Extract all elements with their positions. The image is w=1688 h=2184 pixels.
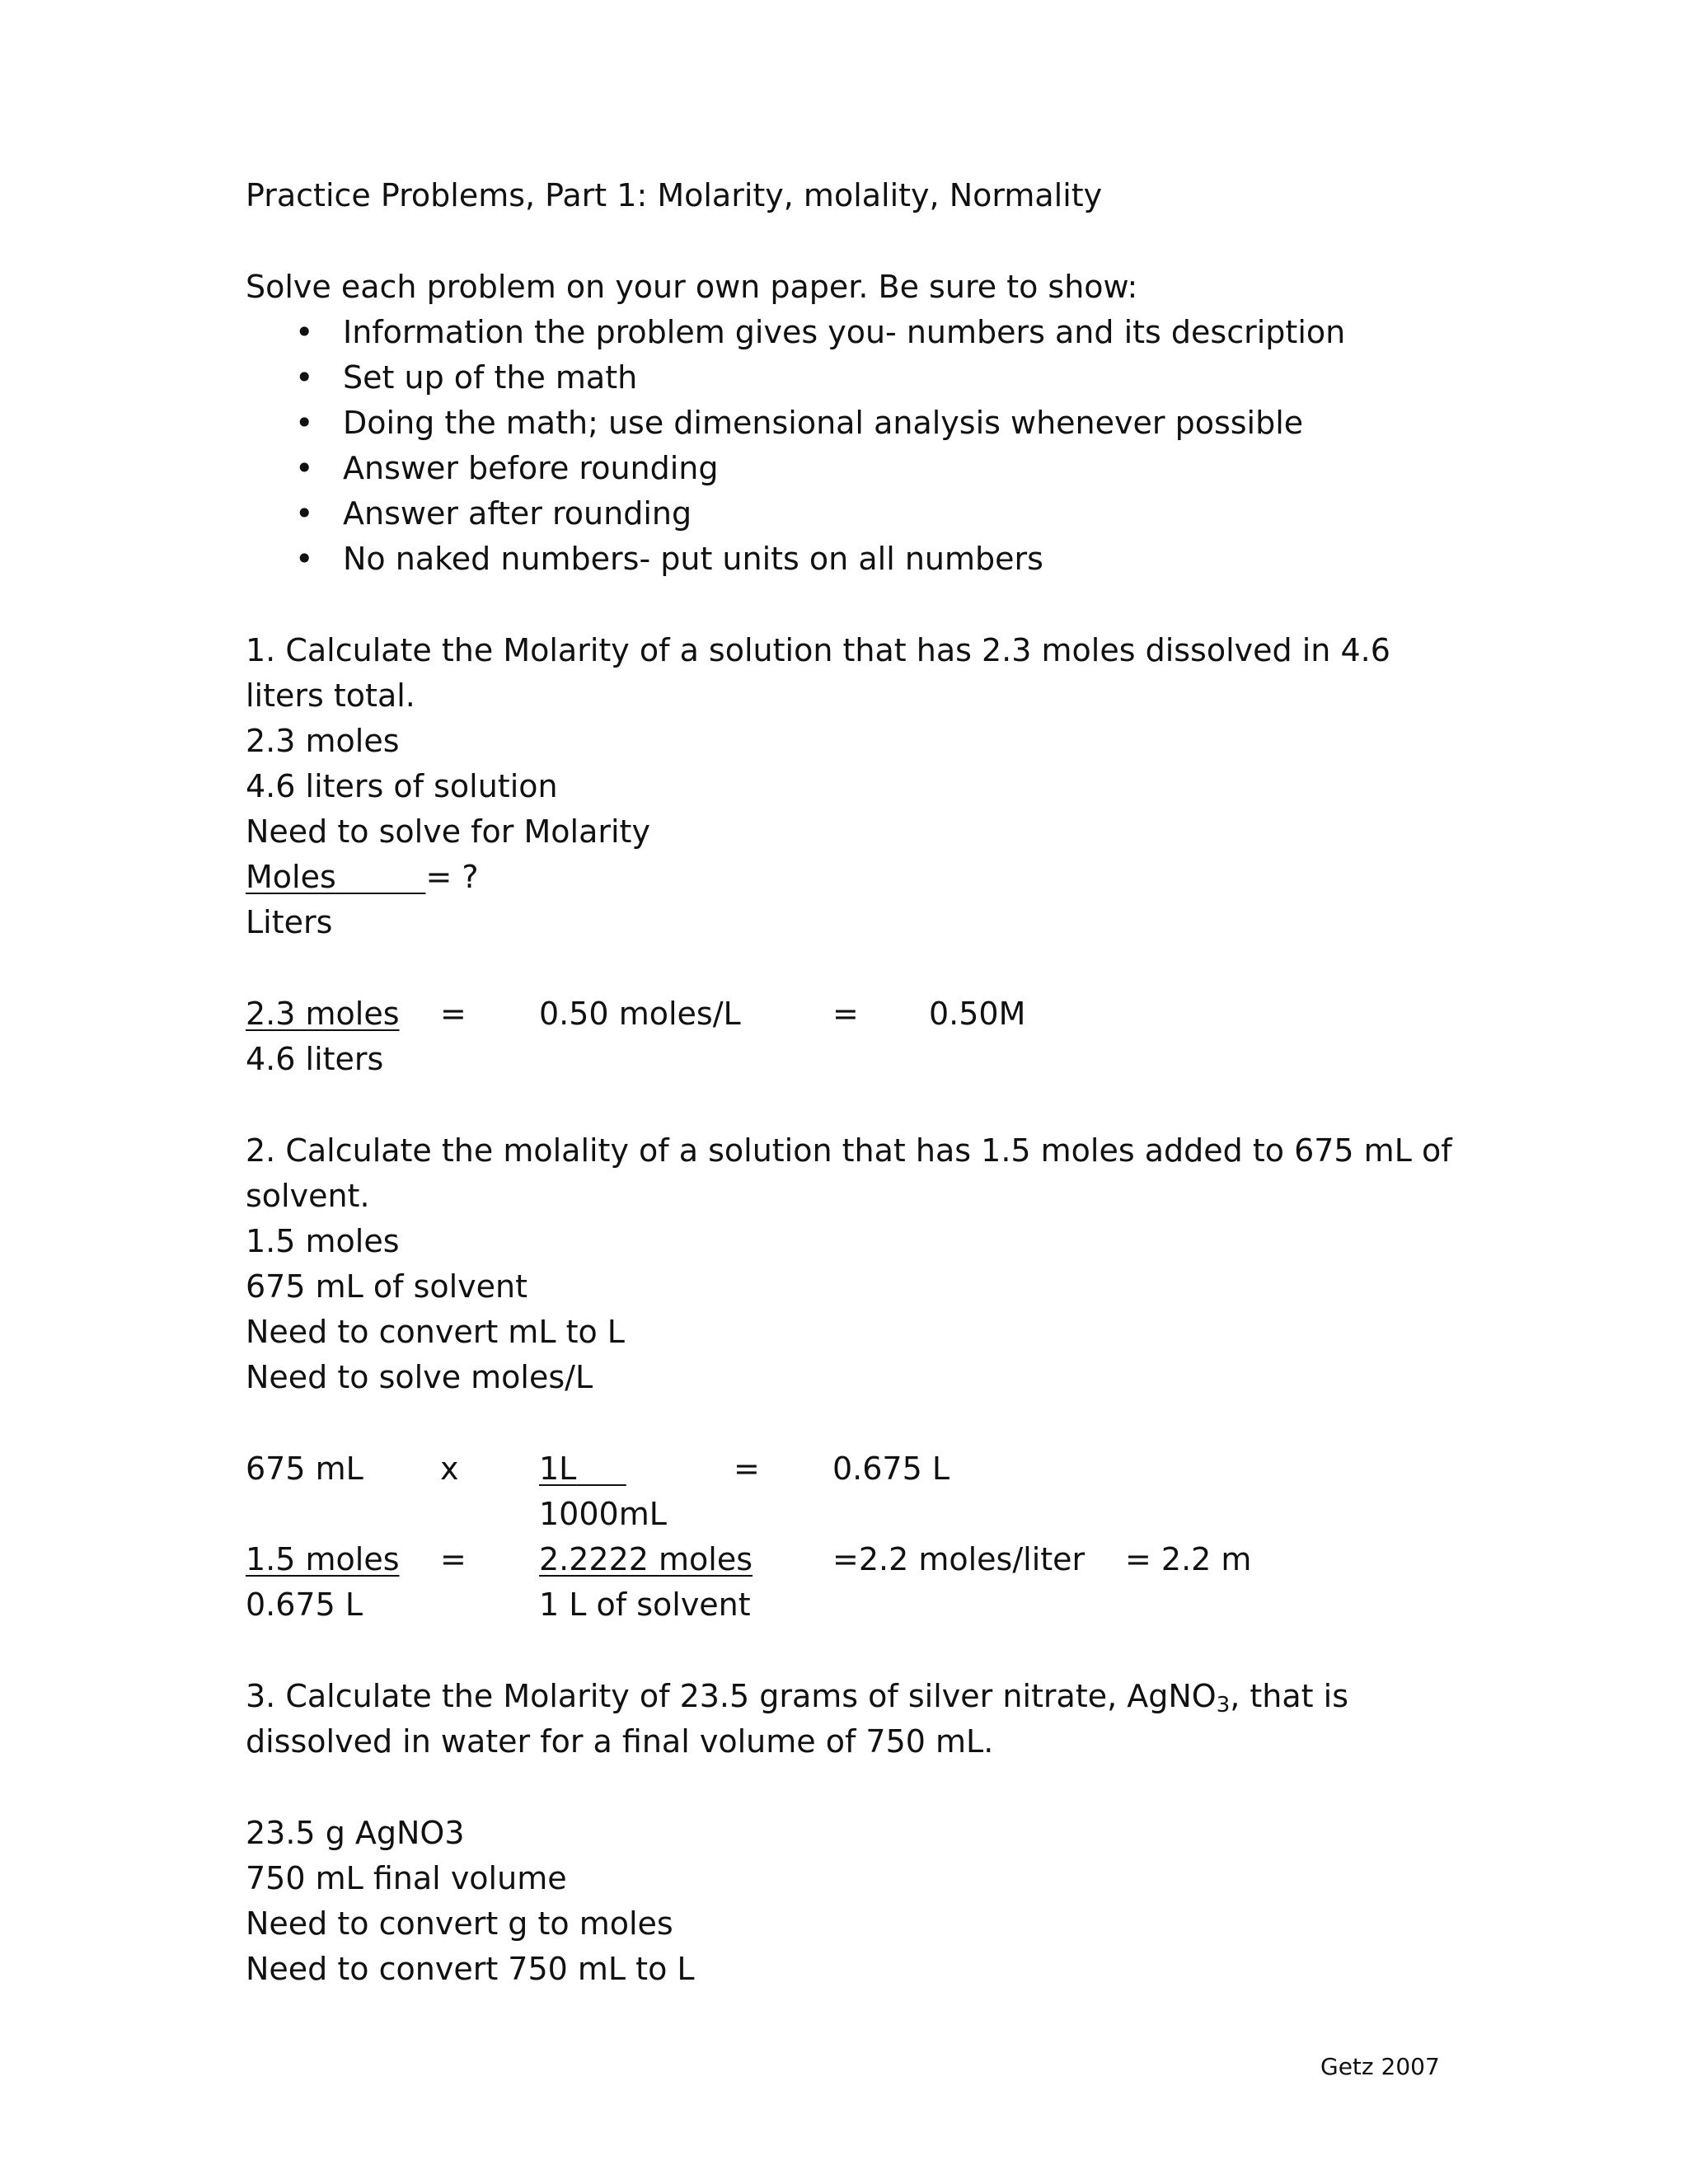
problem1-calc-result: 0.50 moles/L [539,996,741,1032]
bullet-icon: • [295,314,314,350]
problem1-question-line1: 1. Calculate the Molarity of a solution that has 2.3 moles dissolved in 4.6 [246,632,1390,668]
problem3-question-line1: 3. Calculate the Molarity of 23.5 grams of silver nitrate, AgNO$_3$, that is [246,1678,1349,1718]
problem2-calc-mid-denominator: 1 L of solvent [539,1586,751,1623]
problem3-question-line2: dissolved in water for a final volume of 750 mL. [246,1723,994,1760]
bullet-icon: • [295,450,314,486]
problem2-conv-times: x [440,1451,459,1487]
problem2-need-solve: Need to solve moles/L [246,1359,593,1395]
bullet-text: Doing the math; use dimensional analysis whenever possible [343,405,1304,441]
problem2-given-moles: 1.5 moles [246,1223,400,1259]
bullet-text: Answer after rounding [343,495,692,532]
problem3-need-moles: Need to convert g to moles [246,1905,673,1942]
instructions-intro: Solve each problem on your own paper. Be sure to show: [246,269,1138,305]
bullet-icon: • [295,359,314,396]
bullet-text: No naked numbers- put units on all numbers [343,541,1043,577]
problem1-given-liters: 4.6 liters of solution [246,768,558,804]
problem2-need-convert: Need to convert mL to L [246,1314,625,1350]
problem2-conv-result: 0.675 L [832,1451,950,1487]
problem1-calc-denominator: 4.6 liters [246,1041,384,1077]
bullet-text: Information the problem gives you- numbers and its description [343,314,1346,350]
problem3-given-volume: 750 mL final volume [246,1860,567,1896]
problem2-calc-mid-numerator: 2.2222 moles [539,1541,753,1577]
problem1-calc-final: 0.50M [929,996,1026,1032]
problem3-need-liters: Need to convert 750 mL to L [246,1951,695,1987]
problem2-question-line1: 2. Calculate the molality of a solution that has 1.5 moles added to 675 mL of [246,1132,1452,1169]
problem2-conv-denominator: 1000mL [539,1496,667,1532]
formula-equals: = ? [425,859,479,895]
problem2-calc-result: =2.2 moles/liter [832,1541,1085,1577]
problem2-calc-denominator: 0.675 L [246,1586,363,1623]
bullet-icon: • [295,495,314,532]
bullet-icon: • [295,405,314,441]
bullet-text: Answer before rounding [343,450,719,486]
problem2-conv-numerator: 1L [539,1451,577,1487]
bullet-text: Set up of the math [343,359,638,396]
problem1-formula-denominator: Liters [246,904,333,940]
problem2-question-line2: solvent. [246,1178,370,1214]
problem1-formula [246,861,479,893]
problem1-given-moles: 2.3 moles [246,723,400,759]
page-footer: Getz 2007 [1320,2053,1440,2080]
problem3-given-mass: 23.5 g AgNO3 [246,1815,465,1851]
problem1-question-line2: liters total. [246,677,415,714]
bullet-icon: • [295,541,314,577]
problem2-calc-equals: = [440,1541,467,1577]
problem2-calc-numerator: 1.5 moles [246,1541,400,1577]
page-title: Practice Problems, Part 1: Molarity, molality, Normality [246,177,1103,213]
problem2-conv-equals: = [734,1451,760,1487]
problem2-conv-start: 675 mL [246,1451,363,1487]
subscript: 3 [1216,1693,1231,1718]
problem1-calc-numerator: 2.3 moles [246,996,400,1032]
formula-numerator: Moles [246,859,336,895]
problem1-calc-equals: = [440,996,467,1032]
problem1-calc-equals-2: = [832,996,859,1032]
problem2-calc-final: = 2.2 m [1125,1541,1252,1577]
problem2-given-solvent: 675 mL of solvent [246,1268,528,1305]
problem1-need: Need to solve for Molarity [246,813,650,850]
